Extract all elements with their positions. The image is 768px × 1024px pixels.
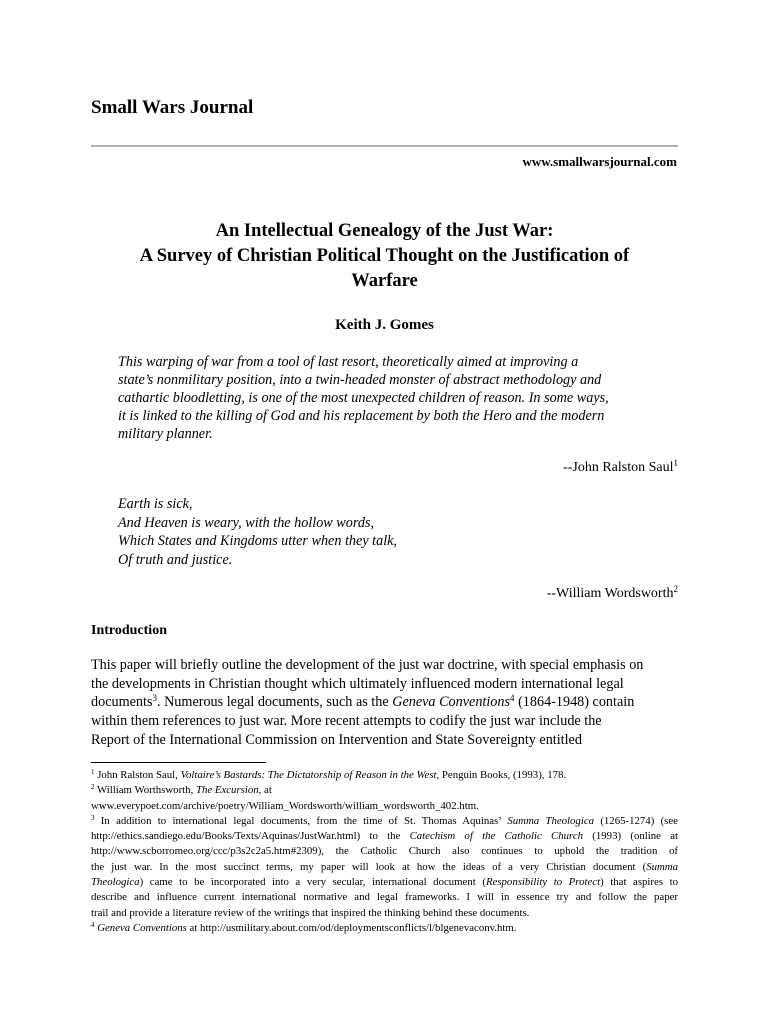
- author-name: Keith J. Gomes: [335, 317, 434, 333]
- text-run-italic: Voltaire’s Bastards: The Dictatorship of Reason in the West,: [180, 769, 440, 781]
- footnote-2-url[interactable]: www.everypoet.com/archive/poetry/William_Wordsworth/william_wordsworth_402.htm.: [91, 799, 479, 812]
- footnote-4: [91, 921, 678, 936]
- poem-line: And Heaven is weary, with the hollow words,: [118, 514, 375, 531]
- epigraph-saul: [118, 353, 658, 443]
- poem-line: Which States and Kingdoms utter when they talk,: [118, 533, 397, 550]
- text-run: ) came to be incorporated into a very secular, international document (: [139, 876, 486, 889]
- text-run-italic: Catechism of the Catholic Church: [409, 830, 584, 843]
- footnote-number: 1: [91, 768, 95, 776]
- footnote-3-line[interactable]: http://www.scborromeo.org/ccc/p3s2c2a5.htm#2309), the Catholic Church also continues to uphold the tradition of: [91, 845, 678, 858]
- attribution-text: --John Ralston Saul: [563, 460, 674, 475]
- footnote-3-line: [91, 875, 678, 890]
- epigraph-attribution-wordsworth: [547, 586, 678, 602]
- section-heading-introduction: Introduction: [91, 623, 167, 638]
- epigraph-line: This warping of war from a tool of last resort, theoretically aimed at improving a: [118, 354, 579, 370]
- title-line: Warfare: [351, 271, 418, 291]
- text-run: (1864-1948) contain: [514, 694, 635, 711]
- footnote-divider: [91, 762, 266, 763]
- footnote-3-line: [91, 829, 678, 844]
- footnote-ref[interactable]: 3: [152, 693, 157, 704]
- footnote-ref[interactable]: 1: [673, 458, 678, 468]
- title-line: A Survey of Christian Political Thought on the Justification of: [139, 246, 630, 266]
- text-run-italic: Theologica: [91, 876, 140, 889]
- intro-paragraph: [91, 656, 681, 750]
- footnote-number: 2: [91, 783, 95, 792]
- text-run[interactable]: at http://usmilitary.about.com/od/deploymentsconflicts/l/blgenevaconv.htm.: [186, 921, 517, 934]
- text-run: (1993) (online at: [583, 830, 678, 843]
- footnotes: [91, 768, 678, 936]
- paragraph-line: [91, 693, 681, 712]
- text-run: William Worthsworth,: [94, 784, 196, 797]
- footnote-number: 4: [91, 920, 95, 929]
- journal-name: Small Wars Journal: [91, 97, 254, 118]
- site-url[interactable]: www.smallwarsjournal.com: [522, 154, 677, 169]
- text-run-italic: The Excursion,: [195, 784, 262, 797]
- footnote-3-line: describe and influence current international normative and legal frameworks. I will in essence try and follow the paper: [91, 891, 678, 904]
- text-run-italic: Geneva Conventions: [97, 921, 187, 934]
- footnote-2: [91, 783, 678, 798]
- text-run-italic: Summa: [646, 860, 678, 873]
- text-run: documents: [91, 694, 153, 711]
- text-run-italic: Summa Theologica: [507, 814, 595, 827]
- epigraph-line: state’s nonmilitary position, into a twin-headed monster of abstract methodology and: [118, 372, 602, 388]
- footnote-number: 3: [91, 813, 95, 822]
- text-run: In addition to international legal documents, from the time of St. Thomas Aquinas’: [94, 814, 508, 827]
- paragraph-line: within them references to just war. More recent attempts to codify the just war include the: [91, 713, 602, 730]
- attribution-text: --William Wordsworth: [546, 586, 674, 601]
- text-run: (1265-1274) (see: [594, 814, 678, 827]
- paragraph-line: Report of the International Commission on Intervention and State Sovereignty entitled: [91, 731, 582, 748]
- epigraph-attribution-saul: [563, 460, 678, 476]
- paper-title: [91, 219, 678, 294]
- text-run-italic: Responsibility to Protect: [485, 876, 601, 889]
- text-run: Penguin Books, (1993), 178.: [439, 769, 567, 781]
- footnote-ref[interactable]: 2: [673, 584, 678, 594]
- footnote-1: [91, 768, 678, 783]
- epigraph-line: military planner.: [118, 426, 213, 442]
- text-run: ) that aspires to: [600, 876, 679, 889]
- poem-line: Earth is sick,: [118, 496, 193, 512]
- text-run: . Numerous legal documents, such as the: [156, 694, 393, 711]
- title-line: An Intellectual Genealogy of the Just War:: [215, 221, 554, 241]
- header-divider: [91, 145, 678, 147]
- poem-line: Of truth and justice.: [118, 551, 233, 568]
- paragraph-line: This paper will briefly outline the development of the just war doctrine, with special emphasis on: [91, 657, 644, 673]
- footnote-3-line: [91, 814, 678, 829]
- text-run-italic: Geneva Conventions: [392, 694, 511, 711]
- text-run[interactable]: http://ethics.sandiego.edu/Books/Texts/Aquinas/JustWar.html) to the: [91, 830, 410, 843]
- text-run: at: [261, 784, 272, 797]
- paragraph-line: the developments in Christian thought which ultimately influenced modern international legal: [91, 675, 624, 692]
- footnote-3-line: trail and provide a literature review of the writings that inspired the thinking behind these documents.: [91, 906, 530, 919]
- epigraph-line: cathartic bloodletting, is one of the most unexpected children of reason. In some ways,: [118, 390, 609, 406]
- epigraph-line: it is linked to the killing of God and his replacement by both the Hero and the modern: [118, 408, 605, 424]
- epigraph-wordsworth: [118, 495, 397, 569]
- text-run: the just war. In the most succinct terms, my paper will look at how the ideas of a very Christian document (: [91, 860, 647, 873]
- footnote-3-line: [91, 860, 678, 875]
- footnote-ref[interactable]: 4: [510, 693, 515, 704]
- text-run: John Ralston Saul,: [94, 769, 181, 781]
